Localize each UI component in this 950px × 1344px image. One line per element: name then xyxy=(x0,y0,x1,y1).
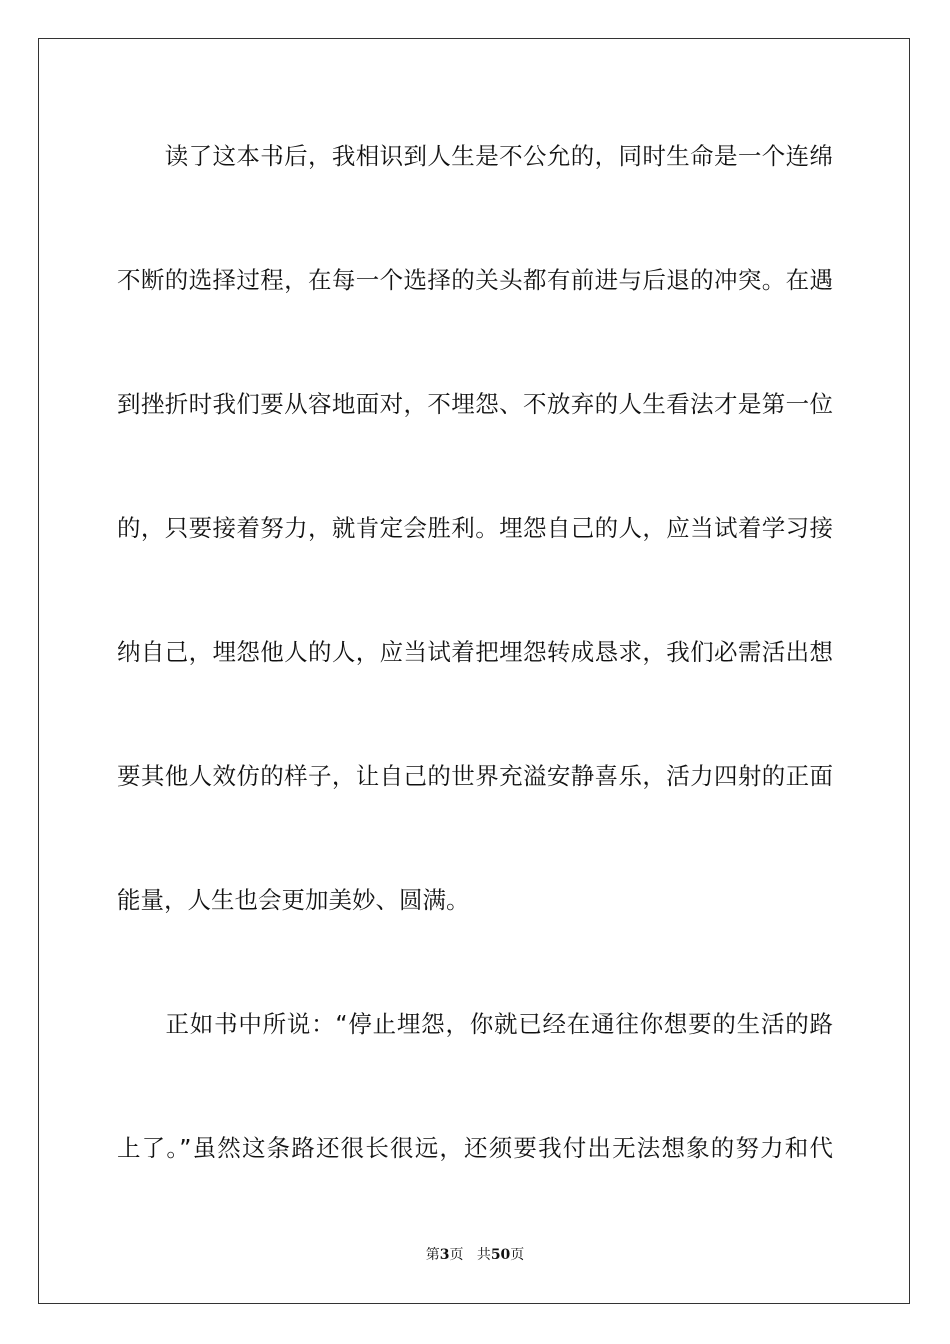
text-line-2: 不断的选择过程，在每一个选择的关头都有前进与后退的冲突。在遇 xyxy=(117,266,833,294)
text-line-3: 到挫折时我们要从容地面对，不埋怨、不放弃的人生看法才是第一位 xyxy=(117,390,833,418)
footer-total-prefix: 共 xyxy=(476,1247,491,1263)
footer-page-unit: 页 xyxy=(449,1247,464,1263)
text-line-1: 读了这本书后，我相识到人生是不公允的，同时生命是一个连绵 xyxy=(117,142,833,170)
page-border xyxy=(38,38,910,1304)
footer-page-prefix: 第 xyxy=(425,1247,440,1263)
footer-page-total: 50 xyxy=(490,1247,511,1263)
text-line-9: 上了。”虽然这条路还很长很远，还须要我付出无法想象的努力和代 xyxy=(117,1134,833,1162)
text-line-4: 的，只要接着努力，就肯定会胜利。埋怨自己的人，应当试着学习接 xyxy=(117,514,833,542)
footer-total-unit: 页 xyxy=(510,1247,525,1263)
text-line-5: 纳自己，埋怨他人的人，应当试着把埋怨转成恳求，我们必需活出想 xyxy=(117,638,833,666)
page-footer xyxy=(0,1246,950,1264)
footer-page-current: 3 xyxy=(439,1247,450,1263)
text-line-6: 要其他人效仿的样子，让自己的世界充溢安静喜乐，活力四射的正面 xyxy=(117,762,833,790)
text-line-7: 能量，人生也会更加美妙、圆满。 xyxy=(117,886,470,914)
text-line-8: 正如书中所说：“停止埋怨，你就已经在通往你想要的生活的路 xyxy=(117,1010,833,1038)
